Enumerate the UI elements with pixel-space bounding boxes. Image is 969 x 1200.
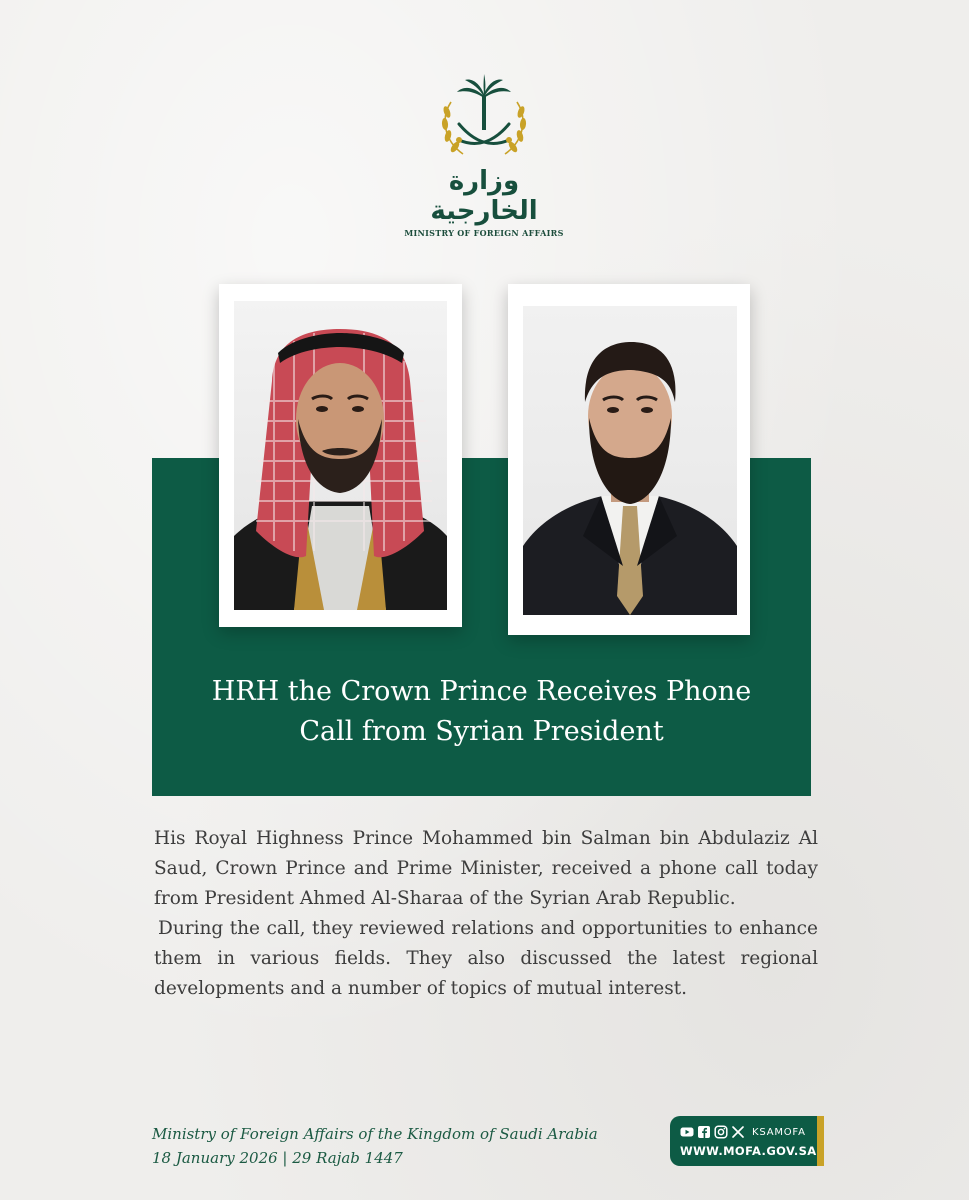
footer-source	[152, 1122, 652, 1170]
footer-ministry-name: Ministry of Foreign Affairs of the Kingdom of Saudi Arabia	[152, 1125, 598, 1143]
body-paragraph-2: During the call, they reviewed relations and opportunities to enhance them in various fields. They also discussed the latest regional developments and a number of topics of mutual interest.	[154, 918, 818, 999]
social-handle: KSAMOFA	[752, 1126, 806, 1138]
website-link[interactable]: WWW.MOFA.GOV.SA	[680, 1144, 817, 1158]
logo-english-wordmark: MINISTRY OF FOREIGN AFFAIRS	[404, 228, 564, 238]
social-icons-row	[680, 1124, 806, 1140]
headline-line-2: Call from Syrian President	[299, 716, 664, 747]
x-icon[interactable]	[731, 1125, 745, 1139]
body-paragraph-1: His Royal Highness Prince Mohammed bin Salman bin Abdulaziz Al Saud, Crown Prince and Prime Minister, received a phone call today from President Ahmed Al-Sharaa of the Syrian Arab Republic.	[154, 828, 818, 909]
article-body	[154, 824, 818, 1004]
logo-arabic-wordmark: وزارة الخارجية	[430, 166, 538, 226]
social-badge	[670, 1116, 824, 1166]
gold-stripe	[817, 1116, 824, 1166]
portrait-frame-crown-prince	[219, 284, 462, 627]
footer-date: 18 January 2026 | 29 Rajab 1447	[152, 1149, 403, 1167]
palm-swords-emblem-icon	[429, 72, 539, 164]
headline	[152, 672, 811, 752]
youtube-icon[interactable]	[680, 1125, 694, 1139]
headline-line-1: HRH the Crown Prince Receives Phone	[211, 676, 752, 707]
portrait-syrian-president	[523, 306, 737, 615]
portrait-crown-prince	[234, 301, 447, 610]
facebook-icon[interactable]	[697, 1125, 711, 1139]
instagram-icon[interactable]	[714, 1125, 728, 1139]
ministry-logo	[404, 72, 564, 238]
portrait-frame-syrian-president	[508, 284, 750, 635]
